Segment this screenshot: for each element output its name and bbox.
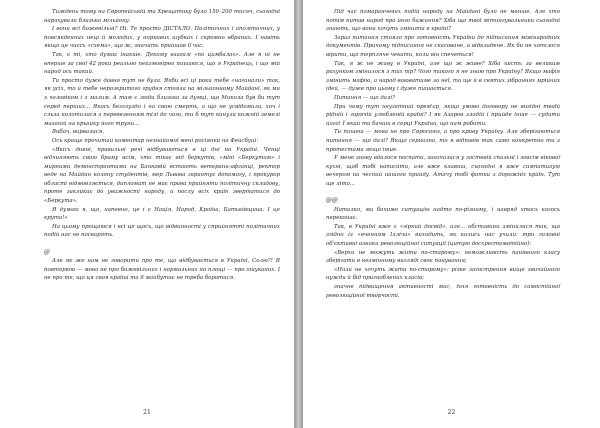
- right-reply-paragraph-2: Так, в Україні вже є «гіркий досвід», але... обставини змінилися так, що згідно із «вченням Ілліча» виходить, як колись нас учили: три головні об'єктивні ознаки революційної ситуації (цитую досхрестоматійно):: [326, 223, 560, 248]
- left-separator: @: [44, 248, 50, 256]
- right-page: [303, 0, 600, 428]
- right-paragraph-1: Під час помаранчевих подій народу на Майдані було не менше. Але хто потім питав народ про його бажання? Хіба що твої мітингувальники сьогодні знають, що вони хочуть змінити в країні?: [326, 9, 560, 33]
- left-paragraph-9: На цьому прощаюся і всі це щось, що відвинності у сприйнятті політичних подій нас не посварять.: [44, 223, 280, 239]
- left-paragraph-5: Вибач, вирвалася.: [52, 129, 105, 136]
- left-paragraph-7: «Якісь дивні, правильні речі відбуваються в ці дні на Україні. Ченці відчиняють свою браму всім, хто тікає від беркутів, «міні «Беркутом» і мирними демонстрантами на Банковій встають ветерани-афганці, ректор веде на Майдан колону студентів, мер Львова гарантує допомогу, і прокурор області відмовляється, дипломат не має права прийняти політичну складову, проте закликає до уважності народу, а послу всіх країн звертатися до «Беркута».: [44, 146, 280, 205]
- left-paragraph-3: Так, є ті, хто думає інакше. Декому взагалі «по цимбалах». Але я ні не вперше за свої 42 роки реально пейзмовірно пишаюся, що я Українець, і що мій народ ось такий.: [44, 51, 280, 76]
- left-paragraph-6: Ось краще прочитай коментар незнайомої мені росіянки на Фейсбуці:: [52, 137, 259, 144]
- right-paragraph-4: Питання — що далі?: [334, 94, 396, 101]
- left-paragraph-8: Я думаю я, що, напевно, це і є Нація, Народ, Країна, Батьківщина. І це круто!»: [44, 206, 280, 222]
- right-page-number: 22: [447, 409, 456, 416]
- right-reply-paragraph-1: Наталко, ми бачимо ситуацію надто по-різному, і навряд хтось когось переконає.: [326, 206, 560, 222]
- right-reply-paragraph-3: «Верхи не можуть жити по-старому»: неможливість панівного класу зберігати в незмінному вигляді своє панування;: [326, 249, 560, 265]
- left-page-number: 21: [143, 409, 151, 416]
- left-page: [0, 0, 294, 428]
- left-paragraph-4: Ти просто дуже давно тут не була. Якби всі ці роки тебе «нагинали» так, як усіх, то й тебе нерозкритого грудня стояла на мільйонному Майдані, як ми з чоловіком і з малим. А там є люди близько за думці, що Микола був би тут серед перших... Якось безглуздо і на свою смерть, а що не усвідомила, хоч і сльза колотилася з перевезенням тілі до чого, ти б тут кинула кожній земелі мазаній на крышку його труни...: [44, 77, 280, 127]
- book-gutter: [294, 0, 303, 428]
- right-paragraph-5: При чому тут неугатний прем'єр, якщо умово договору не вигідні твоїй рідній і гарячій улюбленій країні? І як Азаров злодій і прийде інше — судити його! Ї який ти бачиш в серці Україна, що нам робити.: [326, 103, 560, 127]
- right-paragraph-6: Ти пишеш — мова не про Євросоюз, а про криву Україну. Але зберігаються питання — що далі? Якщо серйозно, то я відповів так само конкретно ти з протестами якщо інше.: [326, 129, 560, 153]
- right-paragraph-2: Зараз питання стояло про готовність України до підписання міжнародних документів. Причому підписання не скасоване, а відкладене. Як би не хотілося вірити, що терпляче чекати, коли він спечеться!: [326, 34, 560, 58]
- left-paragraph-1: Тиждень тому на Європейській та Хрещатику було 150–200 тисяч, сьогодні нарахували близько мільйону.: [44, 9, 280, 24]
- right-reply-paragraph-5: значне підвищення активності мас, їхня готовність до самостійної революційної творчості.: [326, 284, 560, 299]
- right-paragraph-3: Так, я ж не живу в Україні, але що ж живе? Хіба шість за великим рахунком змінилося з тих пір? Чого такого я не знаю про Україну? Якщо мафія змінить мафію, а народ воюватиме за неї, та ще й в святих зібраннях мрійних ідей, — дуже про цьому і дуже пишається.: [326, 60, 560, 93]
- right-separator: @@: [326, 197, 338, 205]
- left-reply-paragraph-1: Але як же нам не говорити про те, що відбувається в Україні, Солю?! Я повторюю — мова не про божевільних і нормальних на площі — про ошуканих. І не про те, що ця своя країна та її майбутнє не треба боротися.: [44, 258, 280, 282]
- right-paragraph-7: У мене знову вдалося поспати, захочалася у гостевій спальні і зовсім вікової кухні, щоб тобі написати, але вже клавиш, сьогодні я вже симпатизую вечером на чесний нашого прийду. Атачу тобі фотки з дорожніх країн. Тут ще літо...: [326, 155, 560, 187]
- right-reply-paragraph-4: «Низи не хочуть жити по-старому»: різке загострення вище звичайного нужди й бід пригноблених класів;: [326, 266, 560, 282]
- left-paragraph-2: І вони всі божевільні? Ні. Те просто ДІСТАЛО. Політичних і аполітичних, у повсякденних неці й молодих, у норкових шубках і скромно вбраних. І навіть якщо це чиєсь «схема», що ж, значить прийшов її час.: [44, 26, 280, 50]
